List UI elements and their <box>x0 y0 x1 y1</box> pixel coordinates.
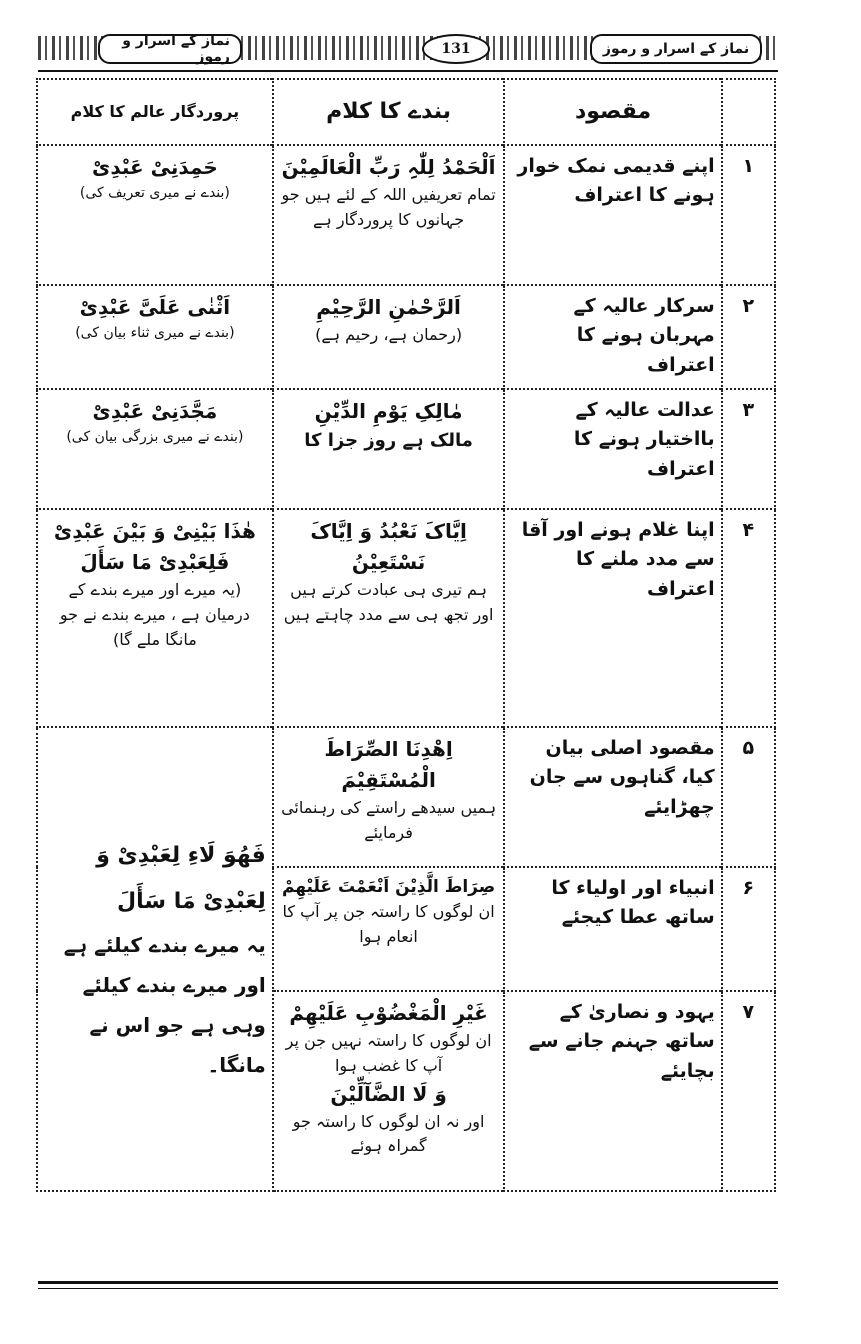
row-lord-words <box>37 389 273 509</box>
table-row <box>37 727 775 867</box>
servant-arabic: اَلرَّحْمٰنِ الرَّحِیْمِ <box>316 295 461 319</box>
row-aim: انبیاء اور اولیاء کا ساتھ عطا کیجئے <box>504 867 721 991</box>
row-lord-words <box>37 285 273 389</box>
row-servant-words <box>273 509 505 727</box>
servant-arabic: اَلْحَمْدُ لِلّٰہِ رَبِّ الْعَالَمِیْنَ <box>281 155 496 179</box>
row-number: ۵ <box>722 727 775 867</box>
row-servant-words <box>273 145 505 285</box>
row-number: ۷ <box>722 991 775 1191</box>
column-header-lord-words: پروردگار عالم کا کلام <box>37 79 273 145</box>
row-servant-words <box>273 285 505 389</box>
servant-arabic: مٰالِکِ یَوْمِ الدِّیْنِ <box>314 399 463 423</box>
page-header <box>38 28 778 66</box>
row-number: ۶ <box>722 867 775 991</box>
book-title-badge-secondary <box>98 34 242 64</box>
book-title-badge <box>590 34 762 64</box>
row-servant-words <box>273 867 505 991</box>
page-number: 131 <box>441 41 471 57</box>
lord-arabic: مَجَّدَنِیْ عَبْدِیْ <box>92 399 218 423</box>
table-row <box>37 145 775 285</box>
lord-urdu: (یہ میرے اور میرے بندے کے درمیان ہے ، میرے بندے نے جو مانگا ملے گا) <box>59 580 250 649</box>
row-aim: سرکار عالیہ کے مہربان ہونے کا اعتراف <box>504 285 721 389</box>
book-title-secondary: نماز کے اسرار و رموز <box>122 33 230 65</box>
table-header-row <box>37 79 775 145</box>
row-aim: اپنے قدیمی نمک خوار ہونے کا اعتراف <box>504 145 721 285</box>
row-number: ۳ <box>722 389 775 509</box>
servant-arabic: اِیَّاکَ نَعْبُدُ وَ اِیَّاکَ نَسْتَعِیْنُ <box>310 519 467 574</box>
header-rule <box>38 70 778 72</box>
merged-lord-words <box>37 727 273 1191</box>
table-row <box>37 509 775 727</box>
page-number-badge <box>422 34 490 64</box>
lord-urdu: (بندے نے میری تعریف کی) <box>79 185 230 201</box>
surah-fatiha-table <box>36 78 776 1192</box>
row-aim: عدالت عالیہ کے بااختیار ہونے کا اعتراف <box>504 389 721 509</box>
servant-arabic: غَیْرِ الْمَغْضُوْبِ عَلَیْهِمْ <box>289 1001 488 1025</box>
row-servant-words <box>273 389 505 509</box>
lord-arabic: حَمِدَنِیْ عَبْدِیْ <box>91 155 218 179</box>
servant-urdu: تمام تعریفیں اللہ کے لئے ہیں جو جہانوں کا پروردگار ہے <box>281 185 496 229</box>
lord-urdu: (بندے نے میری ثناء بیان کی) <box>75 325 235 341</box>
servant-urdu: ہمیں سیدھے راستے کی رہنمائی فرمایئے <box>281 798 497 842</box>
table-row <box>37 389 775 509</box>
lord-arabic: اَثْنٰی عَلَیَّ عَبْدِیْ <box>79 295 231 319</box>
servant-urdu: (رحمان ہے، رحیم ہے) <box>315 325 463 344</box>
row-lord-words <box>37 145 273 285</box>
servant-arabic-2: وَ لَا الضَّآلِّیْنَ <box>330 1081 447 1106</box>
row-number: ۴ <box>722 509 775 727</box>
lord-urdu: (بندے نے میری بزرگی بیان کی) <box>66 429 244 445</box>
footer-rule-thick <box>38 1281 778 1284</box>
row-aim: یہود و نصاریٰ کے ساتھ جہنم جانے سے بچایئے <box>504 991 721 1191</box>
servant-urdu: مالک ہے روز جزا کا <box>304 430 473 451</box>
column-header-number <box>722 79 775 145</box>
row-number: ۲ <box>722 285 775 389</box>
servant-urdu-2: اور نہ ان لوگوں کا راستہ جو گمراہ ہوئے <box>292 1111 485 1156</box>
table-row <box>37 285 775 389</box>
servant-urdu: ان لوگوں کا راستہ نہیں جن پر آپ کا غضب ہوا <box>285 1031 492 1075</box>
column-header-aim: مقصود <box>504 79 721 145</box>
row-aim: اپنا غلام ہونے اور آقا سے مدد ملنے کا اعتراف <box>504 509 721 727</box>
lord-arabic: هٰذَا بَیْنِیْ وَ بَیْنَ عَبْدِیْ فَلِعَبْدِیْ مَا سَأَلَ <box>53 519 256 574</box>
row-servant-words <box>273 727 505 867</box>
row-number: ۱ <box>722 145 775 285</box>
column-header-servant-words: بندے کا کلام <box>273 79 505 145</box>
row-servant-words <box>273 991 505 1191</box>
book-title: نماز کے اسرار و رموز <box>602 41 750 57</box>
row-lord-words <box>37 509 273 727</box>
servant-urdu: ان لوگوں کا راستہ جن پر آپ کا انعام ہوا <box>282 902 495 947</box>
servant-arabic: اِهْدِنَا الصِّرَاطَ الْمُسْتَقِیْمَ <box>324 737 453 792</box>
servant-urdu: ہم تیری ہی عبادت کرتے ہیں اور تجھ ہی سے مدد چاہتے ہیں <box>283 580 494 624</box>
footer-rule-thin <box>38 1288 778 1289</box>
servant-arabic: صِرَاطَ الَّذِیْنَ اَنْعَمْتَ عَلَیْهِمْ <box>281 877 496 897</box>
lord-arabic: فَهُوَ لَاءِ لِعَبْدِیْ وَ لِعَبْدِیْ مَا سَأَلَ <box>96 842 266 914</box>
lord-urdu: یہ میرے بندے کیلئے ہے اور میرے بندے کیلئے وہی ہے جو اس نے مانگا۔ <box>63 933 266 1078</box>
row-aim: مقصود اصلی بیان کیا، گناہوں سے جان چھڑایئے <box>504 727 721 867</box>
